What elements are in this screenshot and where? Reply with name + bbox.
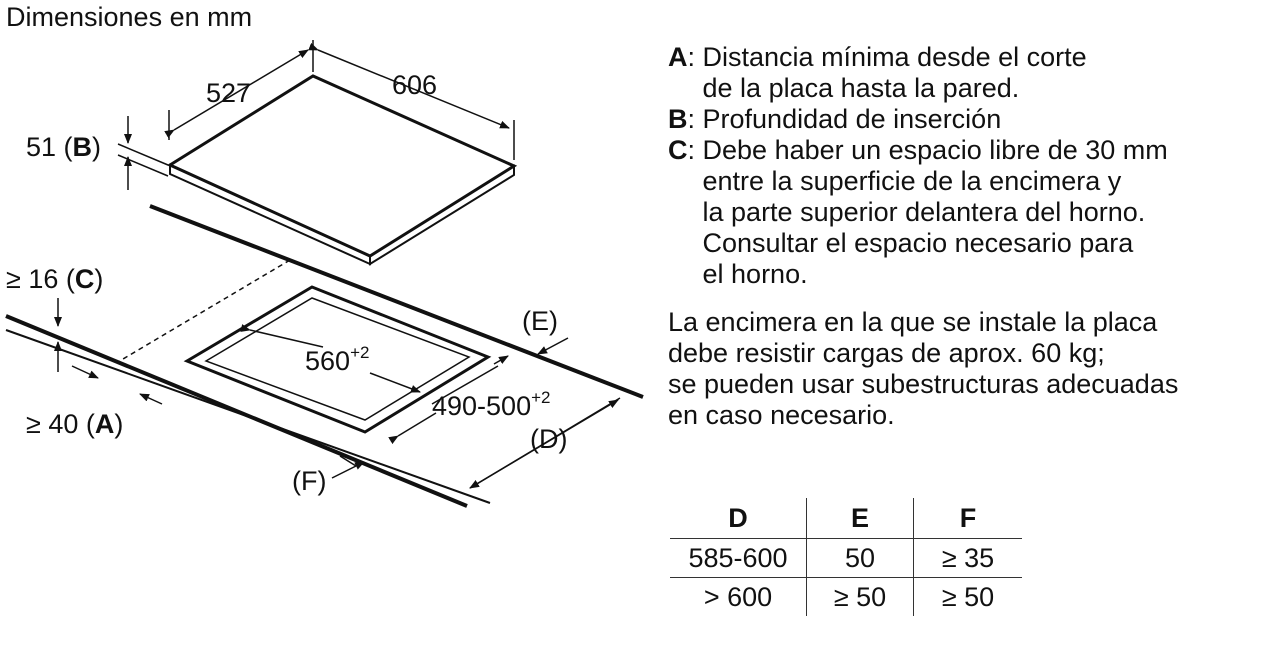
- dimension-606: [318, 50, 514, 160]
- diagram-title: Dimensiones en mm: [6, 2, 253, 32]
- dimension-e-label: (E): [522, 306, 558, 336]
- cutout-depth-label: $490-500^{+2}$: [432, 388, 551, 421]
- table-row: [670, 578, 1022, 617]
- table-header-f: F: [914, 498, 1023, 539]
- dimension-a: [26, 366, 162, 439]
- legend-colon: :: [687, 135, 703, 165]
- table-header-d: D: [728, 502, 748, 533]
- table-cell: 585-600: [670, 539, 807, 578]
- legend-item-c: [668, 135, 1258, 290]
- dimension-b-label: 51 (B): [26, 132, 102, 162]
- legend-colon: :: [687, 104, 703, 134]
- legend-item-b: [668, 104, 1258, 135]
- cutout-width-label: $560^{+2}$: [305, 343, 370, 376]
- legend-text: Distancia mínima desde el corte: [702, 42, 1087, 72]
- legend-text: Profundidad de inserción: [702, 104, 1002, 134]
- table-cell: ≥ 50: [807, 578, 914, 617]
- table-cell: 50: [807, 539, 914, 578]
- table-cell: > 600: [670, 578, 807, 617]
- legend-key: A: [668, 42, 688, 72]
- dimension-b: [26, 116, 168, 190]
- dimension-c: [6, 264, 103, 372]
- dimension-f-label: (F): [292, 466, 327, 496]
- load-note: [668, 307, 1263, 431]
- legend-key: C: [668, 135, 688, 165]
- dimensions-table: [670, 498, 1022, 616]
- note-line: se pueden usar subestructuras adecuadas: [668, 369, 1179, 399]
- dimension-f: [292, 456, 364, 496]
- dimension-d-label: (D): [530, 424, 568, 454]
- legend-text: el horno.: [702, 259, 808, 289]
- legend-key: B: [668, 104, 688, 134]
- legend-text: Debe haber un espacio libre de 30 mm: [702, 135, 1168, 165]
- dimension-e: [522, 306, 568, 354]
- table-cell: ≥ 50: [914, 578, 1023, 617]
- table-row: [670, 539, 1022, 578]
- legend-text: la parte superior delantera del horno.: [702, 197, 1146, 227]
- legend-item-a: [668, 42, 1258, 104]
- dimension-527-label: 527: [206, 78, 252, 108]
- note-line: en caso necesario.: [668, 400, 895, 430]
- legend-text: de la placa hasta la pared.: [702, 73, 1020, 103]
- legend-text: Consultar el espacio necesario para: [702, 228, 1134, 258]
- dimension-606-label: 606: [392, 70, 438, 100]
- legend-colon: :: [687, 42, 703, 72]
- table-header-e: E: [807, 498, 914, 539]
- dimension-a-label: ≥ 40 (A): [26, 409, 124, 439]
- note-line: debe resistir cargas de aprox. 60 kg;: [668, 338, 1105, 368]
- note-line: La encimera en la que se instale la placa: [668, 307, 1158, 337]
- legend-text: entre la superficie de la encimera y: [702, 166, 1122, 196]
- dimension-c-label: ≥ 16 (C): [6, 264, 104, 294]
- table-header-row: [670, 498, 1022, 539]
- legend: [668, 42, 1258, 290]
- table-cell: ≥ 35: [914, 539, 1023, 578]
